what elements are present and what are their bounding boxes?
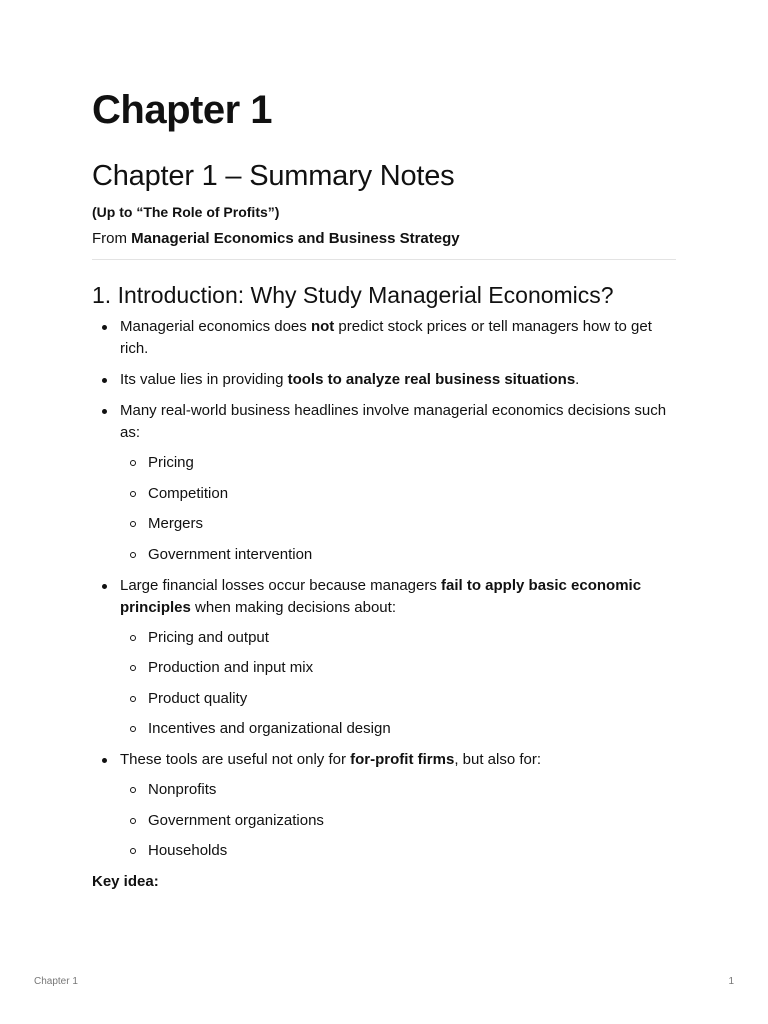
bullet-item: Its value lies in providing tools to analyze real business situations. — [92, 369, 676, 391]
bullet-dot-icon — [102, 758, 107, 763]
section-1-heading: 1. Introduction: Why Study Managerial Economics? — [92, 282, 614, 308]
sub-list-item: Nonprofits — [120, 779, 676, 801]
bullet-dot-icon — [102, 325, 107, 330]
bullet-circle-icon — [130, 665, 136, 671]
source-book: Managerial Economics and Business Strategy — [131, 230, 460, 247]
summary-heading: Chapter 1 – Summary Notes — [92, 160, 455, 192]
bullet-circle-icon — [130, 491, 136, 497]
bullet-circle-icon — [130, 635, 136, 641]
source-prefix: From — [92, 230, 132, 247]
sub-list-item: Mergers — [120, 513, 676, 535]
sub-list-item: Production and input mix — [120, 657, 676, 679]
sub-list — [120, 452, 676, 566]
bullet-item: Managerial economics does not predict stock prices or tell managers how to get rich. — [92, 316, 676, 360]
sub-list-item: Pricing — [120, 452, 676, 474]
sub-list-item: Government intervention — [120, 544, 676, 566]
sub-list-item: Government organizations — [120, 810, 676, 832]
footer-chapter-label: Chapter 1 — [34, 976, 78, 987]
key-idea-label: Key idea: — [92, 873, 159, 890]
bullet-circle-icon — [130, 818, 136, 824]
bullet-circle-icon — [130, 848, 136, 854]
source-line — [92, 228, 676, 250]
bullet-item: These tools are useful not only for for-profit firms, but also for: Nonprofits Government organizations Households — [92, 749, 676, 862]
bullet-dot-icon — [102, 378, 107, 383]
bullet-item: Many real-world business headlines involve managerial economics decisions such as: Pricing Competition Mergers Government intervention — [92, 400, 676, 566]
sub-list-item: Incentives and organizational design — [120, 718, 676, 740]
footer-page-number: 1 — [728, 976, 734, 987]
sub-list-item: Households — [120, 840, 676, 862]
bullet-circle-icon — [130, 552, 136, 558]
sub-list-item: Product quality — [120, 688, 676, 710]
bullet-circle-icon — [130, 696, 136, 702]
bullet-circle-icon — [130, 521, 136, 527]
sub-list-item: Competition — [120, 483, 676, 505]
bullet-circle-icon — [130, 460, 136, 466]
bullet-circle-icon — [130, 787, 136, 793]
sub-list — [120, 627, 676, 741]
section-1-bullets — [92, 316, 676, 862]
bullet-item: Large financial losses occur because managers fail to apply basic economic principles when making decisions about: Pricing and output Production and input mix Product quality Incentives and organizational design — [92, 575, 676, 741]
document-title: Chapter 1 — [92, 88, 272, 132]
divider — [92, 259, 676, 260]
sub-list — [120, 779, 676, 862]
bullet-dot-icon — [102, 409, 107, 414]
scope-note: (Up to “The Role of Profits”) — [92, 204, 280, 220]
document-page — [92, 86, 676, 893]
bullet-dot-icon — [102, 584, 107, 589]
sub-list-item: Pricing and output — [120, 627, 676, 649]
bullet-circle-icon — [130, 726, 136, 732]
